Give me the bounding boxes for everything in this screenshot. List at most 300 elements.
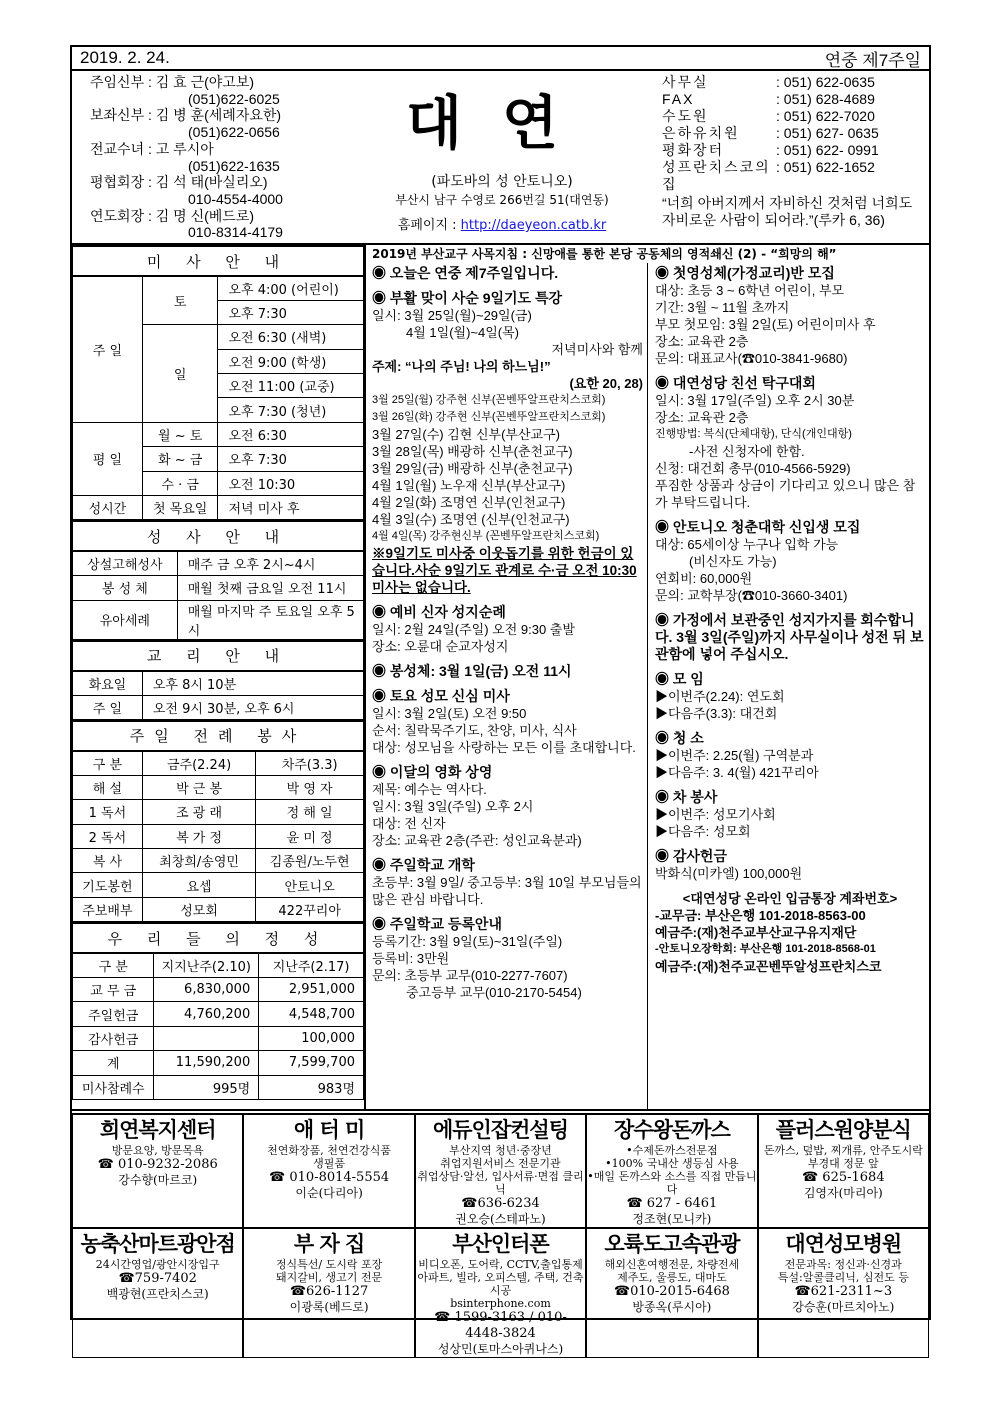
table-cell: 최창희/송영민 <box>142 849 255 873</box>
notice-title: ◉ 봉성체: 3월 1일(금) 오전 11시 <box>372 663 572 679</box>
staff-phone: 010-4554-4000 <box>188 190 283 207</box>
table-cell: 오전 9:00 (학생) <box>218 349 364 373</box>
table-cell: 오전 11:00 (교중) <box>218 374 364 398</box>
table-row <box>73 576 364 600</box>
table-cell: 구 분 <box>73 953 154 977</box>
notice-line: 문의: 교학부장(☎010-3660-3401) <box>655 588 848 603</box>
ad-name: 애 터 미 <box>293 1118 365 1142</box>
contact-label: 평화장터 <box>662 142 725 158</box>
ad-phone: ☎010-2015-6468 <box>613 1284 730 1299</box>
notice-line: 4월 1일(월)~4일(목) <box>406 325 520 340</box>
notice-line: 순서: 칠락묵주기도, 찬양, 미사, 식사 <box>372 723 577 738</box>
table-row <box>73 276 364 300</box>
table-cell: 성시간 <box>73 496 143 520</box>
notices-middle <box>368 263 648 1111</box>
notice-line: 푸짐한 상품과 상금이 기다리고 있으니 많은 참가 부탁드립니다. <box>655 478 916 510</box>
notice-line: 등록비: 3만원 <box>372 951 450 966</box>
ad-line: 취업지원서비스 전문기관 <box>440 1157 561 1170</box>
notice-section <box>372 265 643 282</box>
table-row <box>73 496 364 520</box>
table-cell: 매월 마지막 주 토요일 오후 5시 <box>177 600 363 639</box>
table-row <box>73 600 364 639</box>
table-cell: 1 독서 <box>73 800 143 824</box>
notice-section <box>655 789 925 840</box>
ad-line: 돈까스, 덮밥, 찌개류, 안주도시락 <box>763 1144 923 1157</box>
ad-line: 제주도, 울릉도, 대마도 <box>617 1271 727 1284</box>
staff-phone: (051)622-0656 <box>188 124 280 141</box>
contact-label: FAX <box>662 91 695 107</box>
notice-line: 문의: 초등부 교무(010-2277-7607) <box>372 968 568 983</box>
notice-line: 3월 28일(목) 배광하 신부(춘천교구) <box>372 444 573 459</box>
table-cell: 주일헌금 <box>73 1002 154 1026</box>
table-cell: 저녁 미사 후 <box>218 496 364 520</box>
notice-line: 기간: 3월 ~ 11월 초까지 <box>655 300 790 315</box>
catechism-table <box>72 640 364 720</box>
ad-line: 취업상담·알선, 입사서류·면접 클리닉 <box>417 1170 584 1196</box>
logo-mark: 대연 <box>405 89 599 157</box>
notice-line: 예금주:(재)천주교부산교구유지재단 <box>655 925 857 940</box>
table-cell: 기도봉헌 <box>73 873 143 897</box>
table-cell: 박 근 봉 <box>142 775 255 799</box>
notice-line: 3월 26일(화) 강주현 신부(꼰벤뚜알프란치스코회) <box>372 411 606 423</box>
table-row <box>73 551 364 575</box>
table-cell: 오전 6:30 (새벽) <box>218 325 364 349</box>
notice-title: ◉ 부활 맞이 사순 9일기도 특강 <box>372 290 562 306</box>
notice-title: ◉ 대연성당 친선 탁구대회 <box>655 375 816 391</box>
table-title-row <box>73 641 364 671</box>
notice-section <box>655 265 925 367</box>
notice-line: 3월 25일(월) 강주현 신부(꼰벤뚜알프란치스코회) <box>372 394 606 406</box>
staff-phone: (051)622-6025 <box>188 90 280 107</box>
notice-line: 4월 1일(월) 노우재 신부(부산교구) <box>372 478 566 493</box>
table-cell: 김종원/노두현 <box>256 849 364 873</box>
table-row <box>73 775 364 799</box>
notice-line: ▶이번주: 2.25(월) 구역분과 <box>655 748 814 763</box>
notice-line: 저녁미사와 함께 <box>551 342 643 357</box>
ad-person: 방종옥(루시아) <box>632 1300 712 1314</box>
ad-phone: ☎ 010-9232-2086 <box>97 1157 218 1172</box>
table-cell: 오후 7:30 <box>218 300 364 324</box>
notice-line: 박화식(미카엘) 100,000원 <box>655 866 803 881</box>
table-cell: 윤 미 정 <box>256 824 364 848</box>
notices-right <box>649 263 931 1111</box>
ad-box <box>243 1114 414 1228</box>
table-cell: 복 가 정 <box>142 824 255 848</box>
bulletin-page <box>70 45 931 1356</box>
ad-line: bsinterphone.com <box>450 1297 551 1310</box>
notice-line: 중고등부 교무(010-2170-5454) <box>406 985 582 1000</box>
notice-line: 4월 2일(화) 조명연 신부(인천교구) <box>372 495 566 510</box>
notice-line: 대상: 성모님을 사랑하는 모든 이를 초대합니다. <box>372 740 636 755</box>
table-cell: 995명 <box>154 1075 259 1099</box>
table-cell: 구 분 <box>73 751 143 775</box>
table-cell: 금주(2.24) <box>142 751 255 775</box>
notice-line: 일시: 3월 25일(월)~29일(금) <box>372 308 532 323</box>
contact-label: 수도원 <box>662 108 709 124</box>
notice-title: ◉ 안토니오 청춘대학 신입생 모집 <box>655 519 861 535</box>
ad-line: 부산지역 청년·중장년 <box>449 1144 552 1157</box>
staff-list <box>90 74 283 241</box>
table-cell: 7,599,700 <box>259 1051 364 1075</box>
notice-line: 예금주:(재)천주교꼰벤뚜알성프란치스코 <box>655 959 882 974</box>
notice-title: ◉ 첫영성체(가정교리)반 모집 <box>655 265 835 281</box>
info-section <box>72 71 929 245</box>
table-cell: 오후 7:30 (청년) <box>218 398 364 422</box>
table-title-row <box>73 923 364 953</box>
homepage-label: 홈페이지 : <box>397 218 461 233</box>
notice-line: ▶이번주: 성모기사회 <box>655 807 776 822</box>
ad-line: •100% 국내산 생등심 사용 <box>605 1157 739 1170</box>
table-cell: 토 <box>142 276 218 325</box>
ad-name: 농축산마트광안점 <box>80 1232 235 1256</box>
ad-line: 돼지갈비, 생고기 전문 <box>276 1271 383 1284</box>
contact-number: : 051) 622-0635 <box>776 74 875 90</box>
advertisements <box>72 1113 929 1356</box>
table-cell: 미사참례수 <box>73 1075 154 1099</box>
ad-line: 전문과목: 정신과·신경과 <box>784 1258 902 1271</box>
table-cell: 주 일 <box>73 695 143 719</box>
staff-phone: (051)622-1635 <box>188 157 280 174</box>
table-cell: 주 일 <box>73 276 143 422</box>
notice-line: 대상: 전 신자 <box>372 816 446 831</box>
notice-line: -안토니오장학회: 부산은행 101-2018-8568-01 <box>655 943 876 955</box>
ad-person: 정조현(모니카) <box>632 1212 712 1226</box>
ad-line: •매일 돈까스와 소스를 직접 만듭니다 <box>587 1170 757 1196</box>
table-row <box>73 1075 364 1099</box>
ad-person: 권오승(스테파노) <box>455 1212 546 1226</box>
table-cell: 오전 6:30 <box>218 422 364 446</box>
contact-label: 은하유치원 <box>662 125 740 141</box>
contact-number: : 051) 622- 0991 <box>776 142 879 158</box>
ad-phone: ☎636-6234 <box>461 1196 540 1211</box>
notice-line: 장소: 교육관 2층(주관: 성인교육분과) <box>372 833 582 848</box>
ad-name: 플러스원양분식 <box>775 1118 911 1142</box>
ad-name: 부 자 집 <box>293 1232 365 1256</box>
notice-title: ◉ 주일학교 등록안내 <box>372 916 502 932</box>
notice-title: ◉ 주일학교 개학 <box>372 857 475 873</box>
ad-box <box>243 1228 414 1358</box>
patron-saint: (파도바의 성 안토니오) <box>431 174 573 190</box>
notice-line: (요한 20, 28) <box>569 376 643 391</box>
table-cell: 해 설 <box>73 775 143 799</box>
ad-line: 정식특선/ 도시락 포장 <box>275 1258 383 1271</box>
ad-line: 24시간영업/광안시장입구 <box>95 1258 220 1271</box>
contact-row <box>662 108 924 125</box>
notice-line: 장소: 교육관 2층 <box>655 410 749 425</box>
schedule-tables <box>72 245 366 1111</box>
notice-title: ◉ 예비 신자 성지순례 <box>372 604 506 620</box>
table-cell: 6,830,000 <box>154 978 259 1002</box>
table-cell: 983명 <box>259 1075 364 1099</box>
table-cell: 4,548,700 <box>259 1002 364 1026</box>
table-row <box>73 1026 364 1050</box>
ad-line: 해외신혼여행전문, 차량전세 <box>604 1258 740 1271</box>
table-cell: 첫 목요일 <box>142 496 218 520</box>
table-cell: 100,000 <box>259 1026 364 1050</box>
table-cell: 평 일 <box>73 422 143 495</box>
ad-name: 부산인터폰 <box>452 1232 549 1256</box>
contact-row <box>662 159 924 193</box>
ad-name: 장수왕돈까스 <box>614 1118 730 1142</box>
ad-person: 강승훈(마르치아노) <box>792 1300 895 1314</box>
contact-row <box>662 125 924 142</box>
table-cell: 4,760,200 <box>154 1002 259 1026</box>
contact-number: : 051) 628-4689 <box>776 91 875 107</box>
notice-line: -사전 신청자에 한함. <box>689 444 805 459</box>
ad-box <box>415 1114 586 1228</box>
table-row <box>73 671 364 695</box>
staff-name: 연도회장 : 김 명 신(베드로) <box>90 207 255 224</box>
notice-line: 3월 27일(수) 김현 신부(부산교구) <box>372 427 560 442</box>
notice-line: 4월 4일(목) 강주현신부 (꼰벤뚜알프란치스코회) <box>372 530 600 542</box>
table-title-row <box>73 246 364 276</box>
ad-phone: ☎626-1127 <box>289 1284 369 1299</box>
notice-line: <대연성당 온라인 입금통장 계좌번호> <box>682 891 898 906</box>
ad-person: 김영자(마리아) <box>803 1186 883 1200</box>
table-row <box>73 897 364 921</box>
table-cell: 오후 7:30 <box>218 447 364 471</box>
parish-logo <box>372 75 632 233</box>
table-cell: 매주 금 오후 2시~4시 <box>177 551 363 575</box>
table-row <box>73 849 364 873</box>
table-cell: 화요일 <box>73 671 143 695</box>
ad-box <box>586 1114 757 1228</box>
ad-line: 특설:알콜클리닉, 심전도 등 <box>777 1271 909 1284</box>
ad-line: 부경대 정문 앞 <box>807 1157 879 1170</box>
main-body <box>72 245 929 1111</box>
staff-name: 주임신부 : 김 효 근(야고보) <box>90 74 255 90</box>
table-cell: 주보배부 <box>73 897 143 921</box>
ad-line: 방문요양, 방문목욕 <box>111 1144 204 1157</box>
notice-title: ◉ 토요 성모 신심 미사 <box>372 688 510 704</box>
notice-section <box>372 764 643 849</box>
table-cell: 정 해 일 <box>256 800 364 824</box>
table-cell: 봉 성 체 <box>73 576 178 600</box>
ad-person: 이순(다리아) <box>295 1186 363 1200</box>
table-cell: 매월 첫째 금요일 오전 11시 <box>177 576 363 600</box>
table-cell: 11,590,200 <box>154 1051 259 1075</box>
ad-phone: ☎621-2311~3 <box>794 1284 893 1299</box>
ad-phone: ☎759-7402 <box>118 1271 197 1286</box>
table-row <box>73 695 364 719</box>
notice-line: ▶이번주(2.24): 연도회 <box>655 689 785 704</box>
notice-line: 등록기간: 3월 9일(토)~31일(주일) <box>372 934 563 949</box>
notice-title: ◉ 오늘은 연중 제7주일입니다. <box>372 265 559 281</box>
table-row <box>73 422 364 446</box>
notice-line: (비신자도 가능) <box>689 554 777 569</box>
contact-label: 사무실 <box>662 74 709 90</box>
table-row <box>73 800 364 824</box>
table-title: 우 리 들 의 정 성 <box>73 923 364 953</box>
table-cell: 2,951,000 <box>259 978 364 1002</box>
table-cell: 박 영 자 <box>256 775 364 799</box>
notice-line: 장소: 오륜대 순교자성지 <box>372 639 509 654</box>
bulletin-date: 2019. 2. 24. <box>80 48 170 67</box>
ad-person: 이광록(베드로) <box>289 1300 369 1314</box>
table-cell: 422꾸리아 <box>256 897 364 921</box>
ad-phone: ☎ 010-8014-5554 <box>269 1170 390 1185</box>
table-title: 주일 전례 봉사 <box>73 721 364 751</box>
notice-title: ◉ 차 봉사 <box>655 789 718 805</box>
notice-line: ▶다음주: 성모회 <box>655 824 751 839</box>
ad-line: 아파트, 빌라, 오피스텔, 주택, 건축시공 <box>417 1271 584 1297</box>
ad-box <box>758 1228 929 1358</box>
table-cell: 안토니오 <box>256 873 364 897</box>
table-cell: 지난주(2.17) <box>259 953 364 977</box>
table-cell: 오전 9시 30분, 오후 6시 <box>142 695 363 719</box>
notice-line: 일시: 3월 17일(주일) 오후 2시 30분 <box>655 393 855 408</box>
staff-name: 평협회장 : 김 석 태(바실리오) <box>90 174 268 191</box>
table-cell: 성모회 <box>142 897 255 921</box>
notice-line: 문의: 대표교사(☎010-3841-9680) <box>655 351 848 366</box>
notice-section <box>372 688 643 756</box>
ad-phone: ☎ 1599-3163 / 010-4448-3824 <box>434 1310 567 1341</box>
notice-title: ◉ 감사헌금 <box>655 848 727 864</box>
notice-section <box>655 375 925 511</box>
ad-box <box>586 1228 757 1358</box>
ad-box <box>72 1228 243 1358</box>
notice-line: 진행방법: 복식(단체대항), 단식(개인대항) <box>655 428 852 440</box>
liturgical-week: 연중 제7주일 <box>824 50 921 70</box>
table-cell: 계 <box>73 1051 154 1075</box>
date-bar <box>72 47 929 71</box>
notice-line: ※9일기도 미사중 이웃돕기를 위한 헌금이 있습니다.사순 9일기도 관계로 수·금 오전 10:30 미사는 없습니다. <box>372 546 637 595</box>
table-row <box>73 824 364 848</box>
contact-list <box>662 74 924 229</box>
notice-section <box>372 916 643 1001</box>
table-cell: 상설고해성사 <box>73 551 178 575</box>
notice-line: ▶다음주: 3. 4(월) 421꾸리아 <box>655 765 819 780</box>
table-cell: 감사헌금 <box>73 1026 154 1050</box>
notice-title: ◉ 청 소 <box>655 730 704 746</box>
homepage-link[interactable]: http://daeyeon.catb.kr <box>460 218 607 233</box>
table-row <box>73 873 364 897</box>
table-cell: 화 ~ 금 <box>142 447 218 471</box>
ad-box <box>415 1228 586 1358</box>
table-cell: 요셉 <box>142 873 255 897</box>
contact-number: : 051) 622-1652 <box>776 159 875 175</box>
table-cell: 월 ~ 토 <box>142 422 218 446</box>
table-cell: 유아세례 <box>73 600 178 639</box>
table-cell: 오후 8시 10분 <box>142 671 363 695</box>
table-row <box>73 1051 364 1075</box>
ad-name: 오륙도고속관광 <box>604 1232 740 1256</box>
notice-line: ▶다음주(3.3): 대건회 <box>655 706 778 721</box>
notice-section <box>655 671 925 722</box>
parish-address: 부산시 남구 수영로 266번길 51(대연동) <box>395 193 609 207</box>
notice-line: 주제: “나의 주님! 나의 하느님!” <box>372 359 551 374</box>
notice-section <box>655 890 925 975</box>
notice-line: 대상: 초등 3 ~ 6학년 어린이, 부모 <box>655 283 845 298</box>
ad-phone: ☎ 627 - 6461 <box>626 1196 718 1211</box>
notice-section <box>655 519 925 604</box>
notice-line: 연회비: 60,000원 <box>655 571 753 586</box>
ad-person: 성상민(토마스아퀴나스) <box>437 1342 564 1356</box>
table-cell: 오전 10:30 <box>218 471 364 495</box>
table-row <box>73 978 364 1002</box>
table-cell: 복 사 <box>73 849 143 873</box>
notice-section <box>372 663 643 680</box>
notice-section <box>372 857 643 908</box>
notice-line: 일시: 2월 24일(주일) 오전 9:30 출발 <box>372 622 575 637</box>
table-cell: 차주(3.3) <box>256 751 364 775</box>
notice-title: ◉ 가정에서 보관중인 성지가지를 회수합니다. 3월 3일(주일)까지 사무실이나 성전 뒤 보관함에 넣어 주십시오. <box>655 612 924 662</box>
table-title-row <box>73 521 364 551</box>
table-row <box>73 751 364 775</box>
table-title: 성 사 안 내 <box>73 521 364 551</box>
table-cell: 지지난주(2.10) <box>154 953 259 977</box>
notice-line: 장소: 교육관 2층 <box>655 334 749 349</box>
ad-person: 백광현(프란치스코) <box>106 1287 209 1301</box>
notice-line: 신청: 대건회 총무(010-4566-5929) <box>655 461 851 476</box>
ad-name: 희연복지센터 <box>99 1118 216 1142</box>
ad-person: 강수향(마르코) <box>118 1173 198 1187</box>
notice-line: 4월 3일(수) 조명연 (신부(인천교구) <box>372 512 570 527</box>
mass-schedule-table <box>72 245 364 520</box>
notice-line: 일시: 3월 2일(토) 오전 9:50 <box>372 706 527 721</box>
staff-name: 보좌신부 : 김 병 훈(세례자요한) <box>90 107 282 124</box>
contact-label: 성프란치스코의집 <box>662 159 771 192</box>
ad-line: 비디오폰, 도어락, CCTV,출입통제 <box>418 1258 583 1271</box>
table-row <box>73 1002 364 1026</box>
notice-title: ◉ 모 임 <box>655 671 704 687</box>
ad-box <box>72 1114 243 1228</box>
sacrament-table <box>72 520 364 639</box>
table-title: 미 사 안 내 <box>73 246 364 276</box>
contact-number: : 051) 622-7020 <box>776 108 875 124</box>
liturgy-service-table <box>72 720 364 922</box>
ad-phone: ☎ 625-1684 <box>801 1170 885 1185</box>
notice-section <box>372 604 643 655</box>
staff-name: 전교수녀 : 고 루시아 <box>90 140 214 157</box>
notice-line: 초등부: 3월 9일/ 중고등부: 3월 10일 부모님들의 많은 관심 바랍니다. <box>372 875 642 907</box>
table-cell <box>154 1026 259 1050</box>
contact-row <box>662 74 924 91</box>
contact-row <box>662 91 924 108</box>
ad-line: 천연화장품, 천연건강식품 <box>267 1144 392 1157</box>
notice-line: 대상: 65세이상 누구나 입학 가능 <box>655 537 839 552</box>
table-cell: 2 독서 <box>73 824 143 848</box>
notice-title: ◉ 이달의 영화 상영 <box>372 764 493 780</box>
ad-line: 생필품 <box>313 1157 346 1170</box>
pastoral-theme-banner: 2019년 부산교구 사목지침 : 신망애를 통한 본당 공동체의 영적쇄신 (2) - “희망의 해” <box>372 247 837 261</box>
table-cell: 교 무 금 <box>73 978 154 1002</box>
table-title: 교 리 안 내 <box>73 641 364 671</box>
notice-section <box>372 290 643 596</box>
table-title-row <box>73 721 364 751</box>
notice-line: 일시: 3월 3일(주일) 오후 2시 <box>372 799 534 814</box>
offering-table <box>72 922 364 1100</box>
notice-line: -교무금: 부산은행 101-2018-8563-00 <box>655 908 866 923</box>
table-cell: 오후 4:00 (어린이) <box>218 276 364 300</box>
table-row <box>73 953 364 977</box>
notice-section <box>655 612 925 663</box>
ad-name: 대연성모병원 <box>785 1232 902 1256</box>
ad-line: •수제돈까스전문점 <box>626 1144 718 1157</box>
notice-line: 3월 29일(금) 배광하 신부(춘천교구) <box>372 461 573 476</box>
notice-section <box>655 848 925 882</box>
notice-line: 부모 첫모임: 3월 2일(토) 어린이미사 후 <box>655 317 876 332</box>
ad-box <box>758 1114 929 1228</box>
scripture-quote: “너희 아버지께서 자비하신 것처럼 너희도 자비로운 사람이 되어라.”(루카 6, 36) <box>662 195 913 228</box>
staff-phone: 010-8314-4179 <box>188 224 283 241</box>
table-cell: 일 <box>142 325 218 423</box>
contact-number: : 051) 627- 0635 <box>776 125 879 141</box>
ad-name: 에듀인잡컨설팅 <box>432 1118 568 1142</box>
table-cell: 수 · 금 <box>142 471 218 495</box>
contact-row <box>662 142 924 159</box>
notice-section <box>655 730 925 781</box>
